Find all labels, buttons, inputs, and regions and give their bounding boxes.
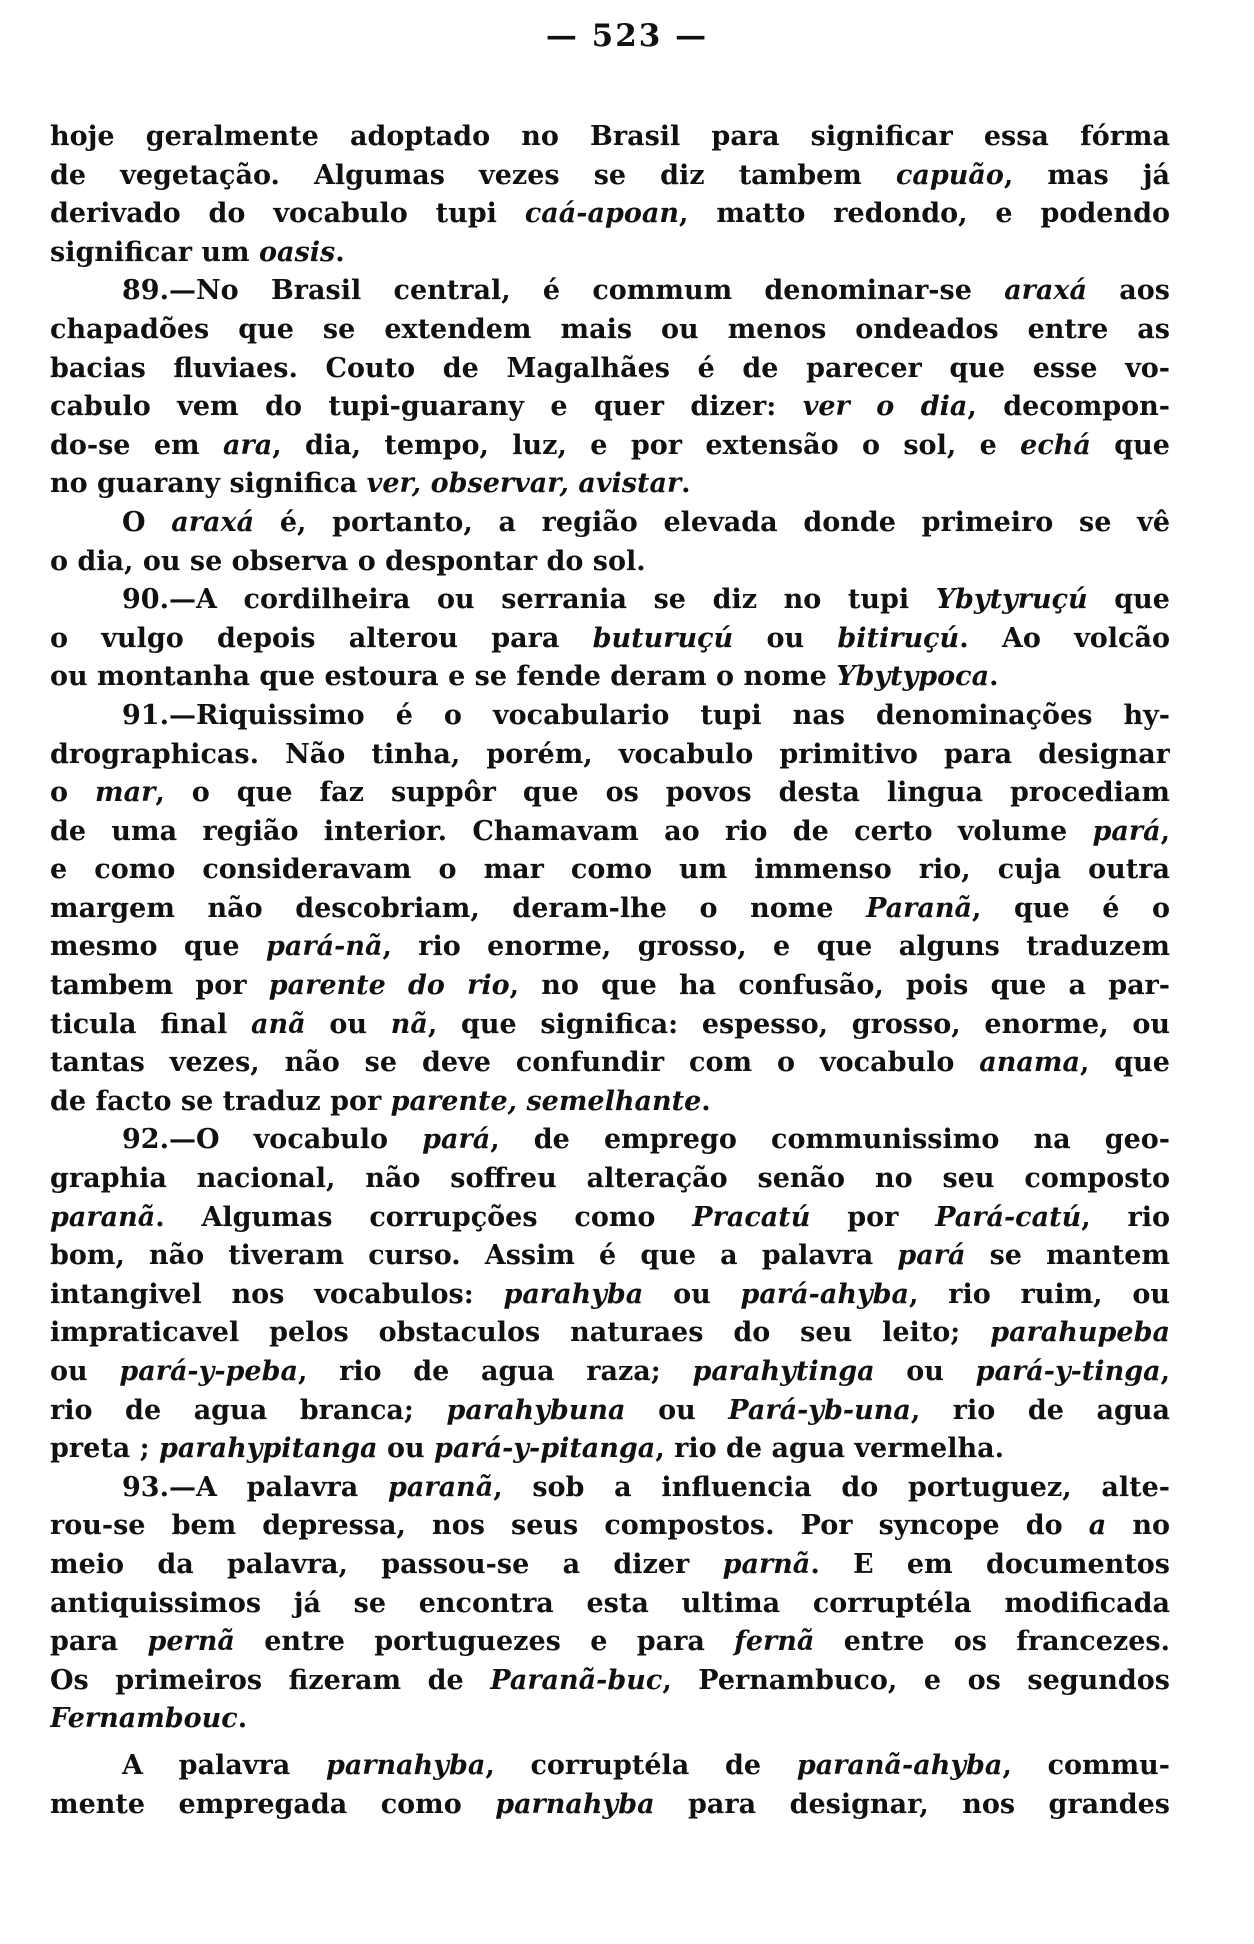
italic-term: parnã bbox=[722, 1548, 811, 1580]
italic-term: nã bbox=[390, 1008, 428, 1040]
text-line bbox=[50, 388, 1170, 427]
italic-term: parnahyba bbox=[495, 1788, 655, 1820]
italic-term: a bbox=[1088, 1510, 1107, 1542]
text-line bbox=[50, 658, 1170, 697]
italic-term: ara bbox=[222, 429, 273, 461]
text-span: chapadões que se extendem mais ou menos ondeados entre as bbox=[50, 313, 1170, 345]
text-span: 91.—Riquissimo é o vocabulario tupi nas denominações hy- bbox=[122, 699, 1170, 731]
italic-term: pará bbox=[897, 1240, 966, 1272]
text-span: O bbox=[122, 506, 172, 538]
text-span: , rio de agua raza; bbox=[297, 1356, 693, 1387]
italic-term: ver, observar, avistar bbox=[366, 468, 682, 500]
text-span: , mas já bbox=[1003, 159, 1170, 191]
text-span: , que é o bbox=[971, 892, 1170, 924]
text-span: ou bbox=[377, 1433, 434, 1465]
text-span: se mantem bbox=[965, 1240, 1170, 1272]
text-span: . bbox=[237, 1703, 248, 1735]
italic-term: parahybuna bbox=[446, 1394, 626, 1426]
italic-term: pará bbox=[422, 1124, 491, 1156]
text-line bbox=[50, 118, 1170, 157]
italic-term: araxá bbox=[171, 506, 255, 538]
italic-term: parahyba bbox=[503, 1278, 644, 1310]
text-span: que bbox=[1087, 584, 1170, 616]
text-line bbox=[50, 1430, 1170, 1469]
text-span: 92.—O vocabulo bbox=[122, 1124, 423, 1156]
text-span: de vegetação. Algumas vezes se diz tambem bbox=[50, 159, 896, 191]
text-span: margem não descobriam, deram-lhe o nome bbox=[50, 892, 867, 924]
text-span: mesmo que bbox=[50, 931, 267, 963]
text-span: o bbox=[50, 777, 96, 809]
text-line bbox=[50, 620, 1170, 659]
text-line bbox=[50, 1786, 1170, 1825]
text-span: , rio de agua bbox=[910, 1394, 1170, 1426]
text-line bbox=[50, 1160, 1170, 1199]
text-span: , rio ruim, ou bbox=[909, 1278, 1170, 1310]
text-line bbox=[50, 1585, 1170, 1624]
text-line bbox=[50, 195, 1170, 234]
text-span: ou bbox=[643, 1278, 741, 1310]
text-span: . bbox=[701, 1085, 711, 1117]
text-span: , rio de agua vermelha. bbox=[655, 1433, 1004, 1465]
italic-term: Pará-yb-una bbox=[728, 1394, 911, 1426]
text-line bbox=[50, 813, 1170, 852]
text-span: entre portuguezes e para bbox=[234, 1626, 735, 1658]
text-span: A palavra bbox=[122, 1749, 326, 1781]
text-span: intangivel nos vocabulos: bbox=[50, 1278, 504, 1310]
italic-term: pará-y-pitanga bbox=[434, 1433, 656, 1465]
text-span: aos bbox=[1087, 275, 1170, 307]
text-line bbox=[50, 465, 1170, 504]
text-span: 93.—A palavra bbox=[122, 1471, 388, 1503]
text-span: mente empregada como bbox=[50, 1788, 496, 1820]
italic-term: oasis bbox=[259, 236, 336, 268]
text-span: , bbox=[1160, 815, 1170, 847]
italic-term: paranã-ahyba bbox=[796, 1749, 1003, 1781]
text-span: o vulgo depois alterou para bbox=[50, 622, 593, 654]
text-line bbox=[50, 1546, 1170, 1585]
text-span: , matto redondo, e podendo bbox=[679, 198, 1170, 230]
italic-term: Paranã-buc bbox=[490, 1664, 663, 1696]
italic-term: anã bbox=[251, 1008, 306, 1040]
text-span: derivado do vocabulo tupi bbox=[50, 198, 525, 230]
text-span: ou bbox=[733, 622, 838, 654]
text-span: , dia, tempo, luz, e por extensão o sol, e bbox=[272, 429, 1021, 461]
text-span: o dia, ou se observa o despontar do sol. bbox=[50, 545, 646, 577]
text-span: drographicas. Não tinha, porém, vocabulo primitivo para designar bbox=[50, 738, 1170, 770]
italic-term: mar bbox=[95, 777, 156, 809]
text-span: significar um bbox=[50, 236, 260, 268]
italic-term: Fernambouc bbox=[50, 1703, 238, 1735]
text-line bbox=[50, 1623, 1170, 1662]
text-line bbox=[50, 1314, 1170, 1353]
italic-term: parahytinga bbox=[692, 1356, 875, 1387]
text-span: rou-se bem depressa, nos seus compostos. Por syncope do bbox=[50, 1510, 1089, 1542]
text-span: . bbox=[335, 236, 345, 268]
text-span: para bbox=[50, 1626, 148, 1658]
text-span: por bbox=[810, 1201, 936, 1233]
text-line bbox=[50, 1199, 1170, 1238]
text-span: para designar, nos grandes bbox=[654, 1788, 1170, 1820]
text-span: , decompon- bbox=[967, 391, 1170, 423]
text-span: bom, não tiveram curso. Assim é que a palavra bbox=[50, 1240, 898, 1272]
text-span: , bbox=[1160, 1356, 1170, 1387]
text-span: no guarany significa bbox=[50, 468, 367, 500]
text-span: antiquissimos já se encontra esta ultima corruptéla modificada bbox=[50, 1587, 1170, 1619]
text-line bbox=[50, 1276, 1170, 1315]
text-span: tambem por bbox=[50, 970, 269, 1002]
text-line bbox=[50, 1353, 1170, 1392]
text-span: , rio bbox=[1081, 1201, 1170, 1233]
text-span: do-se em bbox=[50, 429, 223, 461]
italic-term: pará-ahyba bbox=[740, 1278, 910, 1310]
text-line bbox=[50, 543, 1170, 582]
italic-term: bitiruçú bbox=[837, 622, 960, 654]
text-line bbox=[50, 736, 1170, 775]
italic-term: Ybytypoca bbox=[836, 661, 990, 693]
text-line bbox=[50, 890, 1170, 929]
text-span: 90.—A cordilheira ou serrania se diz no tupi bbox=[122, 584, 936, 616]
italic-term: caá-apoan bbox=[524, 198, 680, 230]
text-line bbox=[50, 1507, 1170, 1546]
text-line bbox=[50, 427, 1170, 466]
text-line bbox=[50, 928, 1170, 967]
text-span: impraticavel pelos obstaculos naturaes do seu leito; bbox=[50, 1317, 991, 1349]
text-span: ticula final bbox=[50, 1008, 251, 1040]
italic-term: fernã bbox=[734, 1626, 815, 1658]
text-span: tantas vezes, não se deve confundir com o vocabulo bbox=[50, 1047, 980, 1079]
italic-term: pará-y-tinga bbox=[975, 1356, 1161, 1387]
text-span: ou montanha que estoura e se fende deram o nome bbox=[50, 661, 837, 693]
text-line bbox=[50, 1083, 1170, 1122]
text-line bbox=[50, 697, 1170, 736]
text-span: . bbox=[681, 468, 691, 500]
text-span: que bbox=[1090, 429, 1170, 461]
text-line bbox=[50, 774, 1170, 813]
text-span: , no que ha confusão, pois que a par- bbox=[509, 970, 1170, 1002]
text-span: entre os francezes. bbox=[814, 1626, 1170, 1658]
text-line bbox=[50, 851, 1170, 890]
text-line bbox=[50, 311, 1170, 350]
text-span: , que bbox=[1079, 1047, 1170, 1079]
text-line bbox=[50, 234, 1170, 273]
text-span: , o que faz suppôr que os povos desta lingua procediam bbox=[155, 777, 1170, 809]
italic-term: parente, semelhante bbox=[390, 1085, 702, 1117]
italic-term: capuão bbox=[895, 159, 1004, 191]
text-line bbox=[50, 1121, 1170, 1160]
text-line bbox=[50, 504, 1170, 543]
text-span: ou bbox=[874, 1356, 976, 1387]
text-span: no bbox=[1106, 1510, 1170, 1542]
text-span: , Pernambuco, e os segundos bbox=[662, 1664, 1170, 1696]
text-line bbox=[50, 1747, 1170, 1786]
italic-term: Pracatú bbox=[692, 1201, 811, 1233]
text-span: , rio enorme, grosso, e que alguns traduzem bbox=[382, 931, 1170, 963]
text-span: . Ao volcão bbox=[959, 622, 1170, 654]
text-span: de uma região interior. Chamavam ao rio de certo volume bbox=[50, 815, 1093, 847]
text-line bbox=[50, 272, 1170, 311]
italic-term: parnahyba bbox=[325, 1749, 486, 1781]
text-span: rio de agua branca; bbox=[50, 1394, 447, 1426]
text-line bbox=[50, 1237, 1170, 1276]
italic-term: Paranã bbox=[866, 892, 972, 924]
italic-term: paranã bbox=[50, 1201, 156, 1233]
text-span: é, portanto, a região elevada donde primeiro se vê bbox=[254, 506, 1170, 538]
text-line bbox=[50, 1700, 1170, 1739]
italic-term: araxá bbox=[1004, 275, 1087, 307]
text-line bbox=[50, 967, 1170, 1006]
text-span: , de emprego communissimo na geo- bbox=[490, 1124, 1170, 1156]
italic-term: pará bbox=[1092, 815, 1161, 847]
text-line bbox=[50, 1662, 1170, 1701]
text-line bbox=[50, 1469, 1170, 1508]
text-line bbox=[50, 581, 1170, 620]
text-span: preta ; bbox=[50, 1433, 160, 1465]
italic-term: Pará-catú bbox=[935, 1201, 1082, 1233]
text-span: , que significa: espesso, grosso, enorme, ou bbox=[427, 1008, 1170, 1040]
text-span: ou bbox=[50, 1356, 120, 1387]
italic-term: paranã bbox=[387, 1471, 494, 1503]
italic-term: pernã bbox=[147, 1626, 235, 1658]
italic-term: ver o dia bbox=[802, 391, 968, 423]
text-span: hoje geralmente adoptado no Brasil para significar essa fórma bbox=[50, 121, 1170, 152]
text-span: cabulo vem do tupi-guarany e quer dizer: bbox=[50, 391, 803, 423]
italic-term: parahupeba bbox=[990, 1317, 1170, 1349]
text-span: graphia nacional, não soffreu alteração senão no seu composto bbox=[50, 1163, 1170, 1195]
text-span: 89.—No Brasil central, é commum denominar-se bbox=[122, 275, 1005, 307]
italic-term: pará-nã bbox=[266, 931, 383, 963]
text-span: , commu- bbox=[1002, 1749, 1170, 1781]
text-line bbox=[50, 1392, 1170, 1431]
italic-term: anama bbox=[979, 1047, 1080, 1079]
text-span: meio da palavra, passou-se a dizer bbox=[50, 1548, 723, 1580]
text-span: , corruptéla de bbox=[485, 1749, 797, 1781]
text-span: e como consideravam o mar como um immenso rio, cuja outra bbox=[50, 854, 1170, 886]
italic-term: echá bbox=[1020, 429, 1091, 461]
italic-term: pará-y-peba bbox=[119, 1356, 298, 1387]
text-span: , sob a influencia do portuguez, alte- bbox=[493, 1471, 1170, 1503]
text-line bbox=[50, 1006, 1170, 1045]
page-number: — 523 — bbox=[545, 18, 709, 54]
text-body bbox=[50, 118, 1170, 1824]
italic-term: parahypitanga bbox=[159, 1433, 378, 1465]
italic-term: Ybytyruçú bbox=[935, 584, 1088, 616]
text-span: de facto se traduz por bbox=[50, 1085, 391, 1117]
text-span: . bbox=[989, 661, 999, 693]
text-span: ou bbox=[305, 1008, 391, 1040]
text-line bbox=[50, 157, 1170, 196]
italic-term: buturuçú bbox=[592, 622, 734, 654]
text-line bbox=[50, 1044, 1170, 1083]
italic-term: parente do rio bbox=[268, 970, 510, 1002]
text-span: bacias fluviaes. Couto de Magalhães é de parecer que esse vo- bbox=[50, 352, 1170, 384]
text-span: Os primeiros fizeram de bbox=[50, 1664, 491, 1696]
text-span: ou bbox=[625, 1394, 729, 1426]
text-line bbox=[50, 350, 1170, 389]
text-span: . E em documentos bbox=[810, 1548, 1170, 1580]
text-span: . Algumas corrupções como bbox=[155, 1201, 693, 1233]
